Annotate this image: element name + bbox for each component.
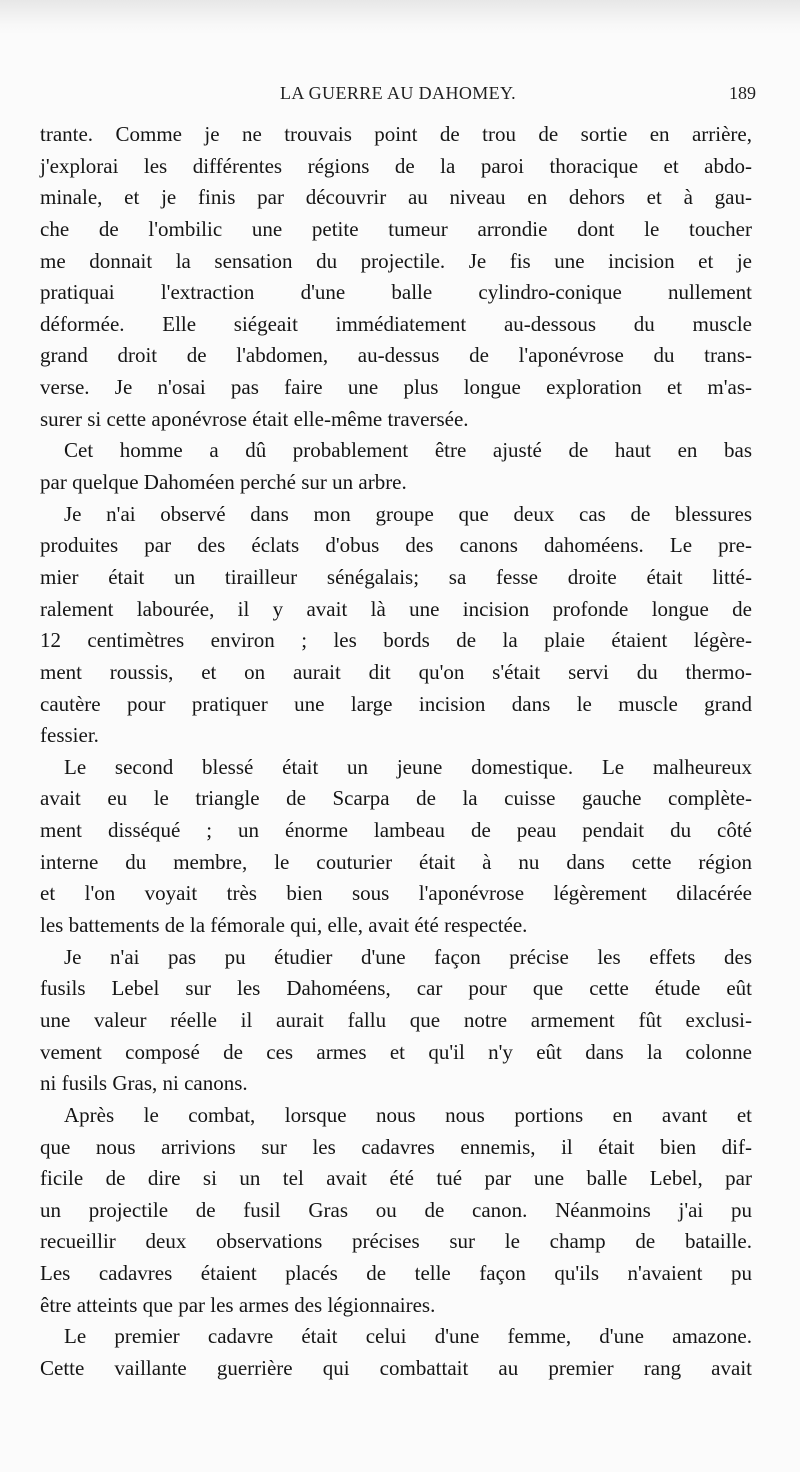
page-header [40, 83, 756, 109]
text-line: les battements de la fémorale qui, elle, avait été respectée. [40, 913, 528, 938]
scan-edge-shadow [0, 0, 800, 34]
text-line: que nous arrivions sur les cadavres ennemis, il était bien dif- [40, 1134, 752, 1159]
text-line: Les cadavres étaient placés de telle façon qu'ils n'avaient pu [40, 1261, 752, 1286]
text-line: grand droit de l'abdomen, au-dessus de l'aponévrose du trans- [40, 343, 752, 368]
paragraph-6 [40, 1100, 752, 1321]
paragraph-4 [40, 752, 752, 942]
text-line: ralement labourée, il y avait là une incision profonde longue de [40, 596, 752, 621]
text-line: ni fusils Gras, ni canons. [40, 1071, 248, 1096]
text-line: j'explorai les différentes régions de la paroi thoracique et abdo- [40, 153, 752, 178]
text-line: Cette vaillante guerrière qui combattait au premier rang avait [40, 1355, 752, 1380]
running-title: LA GUERRE AU DAHOMEY. [279, 83, 517, 103]
paragraph-2 [40, 435, 752, 498]
text-line: par quelque Dahoméen perché sur un arbre. [40, 470, 407, 495]
text-line: trante. Comme je ne trouvais point de trou de sortie en arrière, [40, 122, 752, 146]
text-line: interne du membre, le couturier était à nu dans cette région [40, 849, 752, 874]
paragraph-5 [40, 942, 752, 1100]
text-line: déformée. Elle siégeait immédiatement au-dessous du muscle [40, 311, 752, 336]
paragraph-1 [40, 119, 752, 435]
text-line: vement composé de ces armes et qu'il n'y eût dans la colonne [40, 1039, 752, 1064]
text-line: avait eu le triangle de Scarpa de la cuisse gauche complète- [40, 786, 752, 811]
text-line: recueillir deux observations précises sur le champ de bataille. [40, 1229, 752, 1254]
text-line: produites par des éclats d'obus des canons dahoméens. Le pre- [40, 533, 752, 558]
text-line: et l'on voyait très bien sous l'aponévrose légèrement dilacérée [40, 881, 752, 906]
text-line: cautère pour pratiquer une large incision dans le muscle grand [40, 691, 752, 716]
paragraph-7 [40, 1321, 752, 1384]
text-line: minale, et je finis par découvrir au niveau en dehors et à gau- [40, 185, 752, 210]
text-line: 12 centimètres environ ; les bords de la plaie étaient légère- [40, 628, 752, 653]
text-line: ment roussis, et on aurait dit qu'on s'était servi du thermo- [40, 659, 752, 684]
text-line: Le second blessé était un jeune domestique. Le malheureux [64, 754, 752, 779]
body-text [40, 119, 752, 1385]
text-line: fessier. [40, 723, 99, 748]
text-line: pratiquai l'extraction d'une balle cylindro-conique nullement [40, 280, 752, 305]
text-line: ficile de dire si un tel avait été tué par une balle Lebel, par [40, 1166, 752, 1191]
text-line: un projectile de fusil Gras ou de canon. Néanmoins j'ai pu [40, 1197, 752, 1222]
text-line: Je n'ai pas pu étudier d'une façon précise les effets des [64, 944, 752, 969]
text-line: une valeur réelle il aurait fallu que notre armement fût exclusi- [40, 1007, 752, 1032]
text-line: Le premier cadavre était celui d'une femme, d'une amazone. [64, 1324, 752, 1349]
text-line: surer si cette aponévrose était elle-même traversée. [40, 406, 469, 431]
text-line: verse. Je n'osai pas faire une plus longue exploration et m'as- [40, 375, 752, 400]
text-line: mier était un tirailleur sénégalais; sa fesse droite était litté- [40, 564, 752, 589]
text-line: che de l'ombilic une petite tumeur arrondie dont le toucher [40, 216, 752, 241]
text-line: fusils Lebel sur les Dahoméens, car pour que cette étude eût [40, 976, 752, 1001]
text-line: Cet homme a dû probablement être ajusté de haut en bas [64, 438, 752, 463]
text-line: Je n'ai observé dans mon groupe que deux cas de blessures [64, 501, 752, 526]
page-number: 189 [729, 83, 756, 103]
text-line: me donnait la sensation du projectile. Je fis une incision et je [40, 248, 752, 273]
text-line: Après le combat, lorsque nous nous portions en avant et [64, 1102, 752, 1127]
text-line: ment disséqué ; un énorme lambeau de peau pendait du côté [40, 818, 752, 843]
text-line: être atteints que par les armes des légionnaires. [40, 1292, 436, 1317]
paragraph-3 [40, 499, 752, 752]
